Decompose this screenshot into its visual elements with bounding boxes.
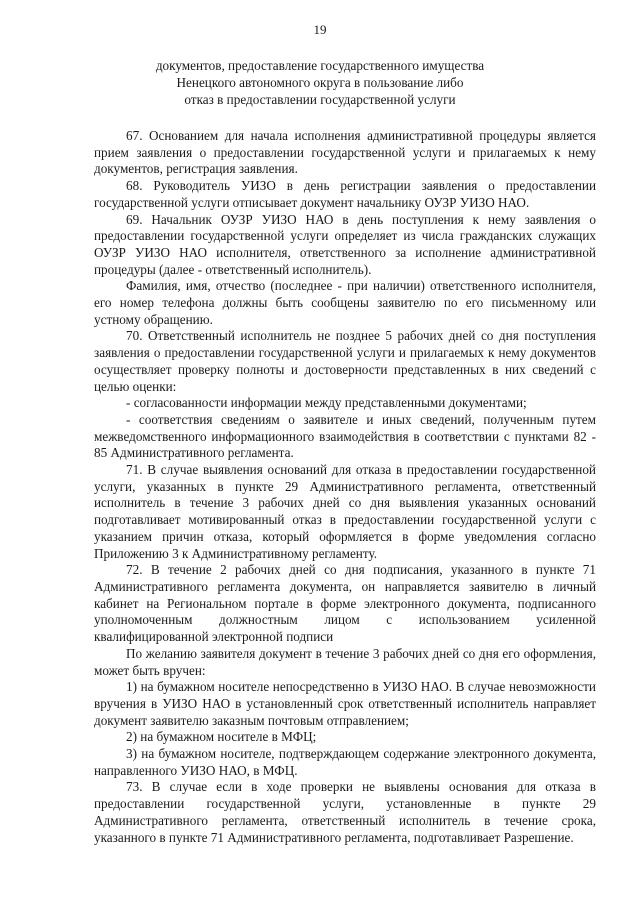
delivery-option-1: 1) на бумажном носителе непосредственно в УИЗО НАО. В случае невозможности вручения в УИЗО НАО в установленный срок ответственный исполнитель направляет документ заявителю заказным почтовым отправлением;	[94, 679, 596, 728]
paragraph-69-contact: Фамилия, имя, отчество (последнее - при наличии) ответственного исполнителя, его номер телефона должны быть сообщены заявителю по его письменному или устному обращению.	[94, 278, 596, 327]
paragraph-67: 67. Основанием для начала исполнения административной процедуры является прием заявления о предоставлении государственной услуги и прилагаемых к нему документов, регистрация заявления.	[94, 128, 596, 177]
paragraph-71: 71. В случае выявления оснований для отказа в предоставлении государственной услуги, указанных в пункте 29 Административного регламента, ответственный исполнитель в течение 3 рабочих дней со дня выявления указанных оснований подготавливает мотивированный отказ в предоставлении государственной услуги с указанием причин отказа, который оформляется в форме уведомления согласно Приложению 3 к Административному регламенту.	[94, 462, 596, 561]
paragraph-73: 73. В случае если в ходе проверки не выявлены основания для отказа в предоставлении государственной услуги, установленные в пункте 29 Административного регламента, ответственный исполнитель в течение срока, указанного в пункте 71 Административного регламента, подготавливает Разрешение.	[94, 779, 596, 845]
section-heading	[60, 58, 580, 108]
list-item-conformity: - соответствия сведениям о заявителе и иных сведений, полученным путем межведомственного информационного взаимодействия в соответствии с пунктами 82 - 85 Административного регламента.	[94, 411, 596, 461]
paragraph-72-delivery: По желанию заявителя документ в течение 3 рабочих дней со дня его оформления, может быть вручен:	[94, 645, 596, 678]
page-number: 19	[313, 22, 327, 37]
paragraph-69: 69. Начальник ОУЗР УИЗО НАО в день поступления к нему заявления о предоставлении государственной услуги определяет из числа гражданских служащих ОУЗР УИЗО НАО исполнителя, ответственного за исполнение административной процедуры (далее - ответственный исполнитель).	[94, 211, 596, 277]
paragraph-70: 70. Ответственный исполнитель не позднее 5 рабочих дней со дня поступления заявления о предоставлении государственной услуги и прилагаемых к нему документов осуществляет проверку полноты и достоверности представленных в них сведений с целью оценки:	[94, 328, 596, 394]
heading-line: Ненецкого автономного округа в пользование либо	[176, 74, 464, 90]
paragraph-72: 72. В течение 2 рабочих дней со дня подписания, указанного в пункте 71 Административного регламента документа, он направляется заявителю в личный кабинет на Региональном портале в форме электронного документа, подписанного уполномоченным должностным лицом с использованием усиленной квалифицированной электронной подписи	[94, 562, 596, 645]
delivery-option-2: 2) на бумажном носителе в МФЦ;	[126, 729, 317, 745]
paragraph-68: 68. Руководитель УИЗО в день регистрации заявления о предоставлении государственной услуги отписывает документ начальнику ОУЗР УИЗО НАО.	[94, 178, 596, 210]
document-body	[94, 128, 596, 846]
heading-line: документов, предоставление государственного имущества	[155, 58, 485, 73]
heading-line: отказ в предоставлении государственной услуги	[184, 91, 456, 107]
list-item-consistency: - согласованности информации между представленными документами;	[126, 395, 527, 411]
delivery-option-3: 3) на бумажном носителе, подтверждающем содержание электронного документа, направленного УИЗО НАО, в МФЦ.	[94, 746, 596, 778]
